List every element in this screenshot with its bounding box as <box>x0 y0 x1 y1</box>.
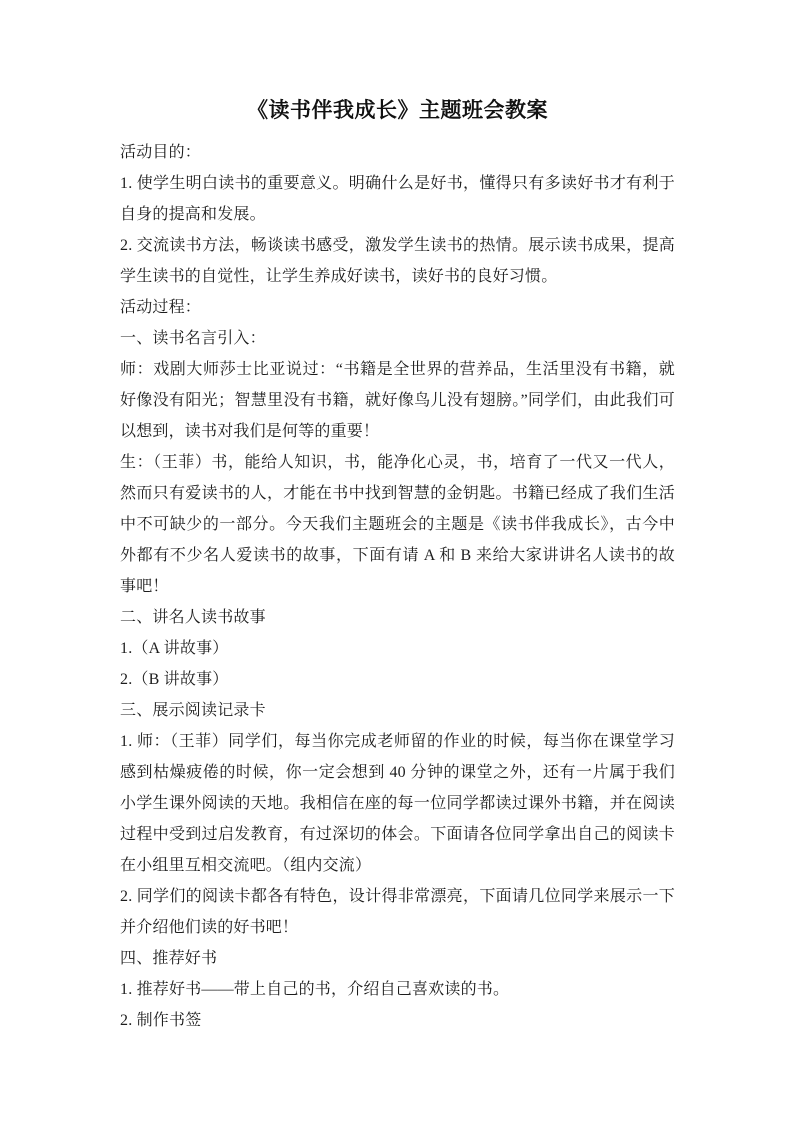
document-content <box>0 95 793 1036</box>
paragraph-process-heading: 活动过程： <box>120 299 202 316</box>
paragraph-student-reply: 生：（王菲）书，能给人知识，书，能净化心灵，书，培育了一代又一代人，然而只有爱读书的人，才能在书中找到智慧的金钥匙。书籍已经成了我们生活中不可缺少的一部分。今天我们主题班会的主题是《读书伴我成长》，古今中外都有不少名人爱读书的故事，下面有请 A 和 B 来给大家讲讲名人读书的故事吧！ <box>120 454 675 595</box>
paragraph-reading-card-2: 2. 同学们的阅读卡都各有特色，设计得非常漂亮，下面请几位同学来展示一下并介绍他们读的好书吧！ <box>120 888 675 936</box>
paragraph-make-bookmark: 2. 制作书签 <box>120 1012 202 1029</box>
paragraph-section-1-heading: 一、读书名言引入： <box>120 330 266 347</box>
paragraph-section-4-heading: 四、推荐好书 <box>120 950 218 967</box>
paragraph-story-a: 1.（A 讲故事） <box>120 640 229 657</box>
paragraph-section-3-heading: 三、展示阅读记录卡 <box>120 702 266 719</box>
paragraph-goal-1: 1. 使学生明白读书的重要意义。明确什么是好书，懂得只有多读好书才有利于自身的提高和发展。 <box>120 175 675 223</box>
paragraph-activity-goal-heading: 活动目的： <box>120 144 202 161</box>
paragraph-teacher-quote: 师：戏剧大师莎士比亚说过：“书籍是全世界的营养品，生活里没有书籍，就好像没有阳光；智慧里没有书籍，就好像鸟儿没有翅膀。”同学们，由此我们可以想到，读书对我们是何等的重要！ <box>120 361 675 440</box>
paragraph-recommend-book: 1. 推荐好书——带上自己的书，介绍自己喜欢读的书。 <box>120 981 510 998</box>
paragraph-story-b: 2.（B 讲故事） <box>120 671 229 688</box>
paragraph-reading-card-1: 1. 师：（王菲）同学们，每当你完成老师留的作业的时候，每当你在课堂学习感到枯燥疲倦的时候，你一定会想到 40 分钟的课堂之外，还有一片属于我们小学生课外阅读的天地。我相信在座的每一位同学都读过课外书籍，并在阅读过程中受到过启发教育，有过深切的体会。下面请各位同学拿出自己的阅读卡在小组里互相交流吧。（组内交流） <box>120 733 675 874</box>
paragraph-goal-2: 2. 交流读书方法，畅谈读书感受，激发学生读书的热情。展示读书成果，提高学生读书的自觉性，让学生养成好读书，读好书的良好习惯。 <box>120 237 675 285</box>
paragraph-section-2-heading: 二、讲名人读书故事 <box>120 609 266 626</box>
document-title: 《读书伴我成长》主题班会教案 <box>247 98 548 122</box>
